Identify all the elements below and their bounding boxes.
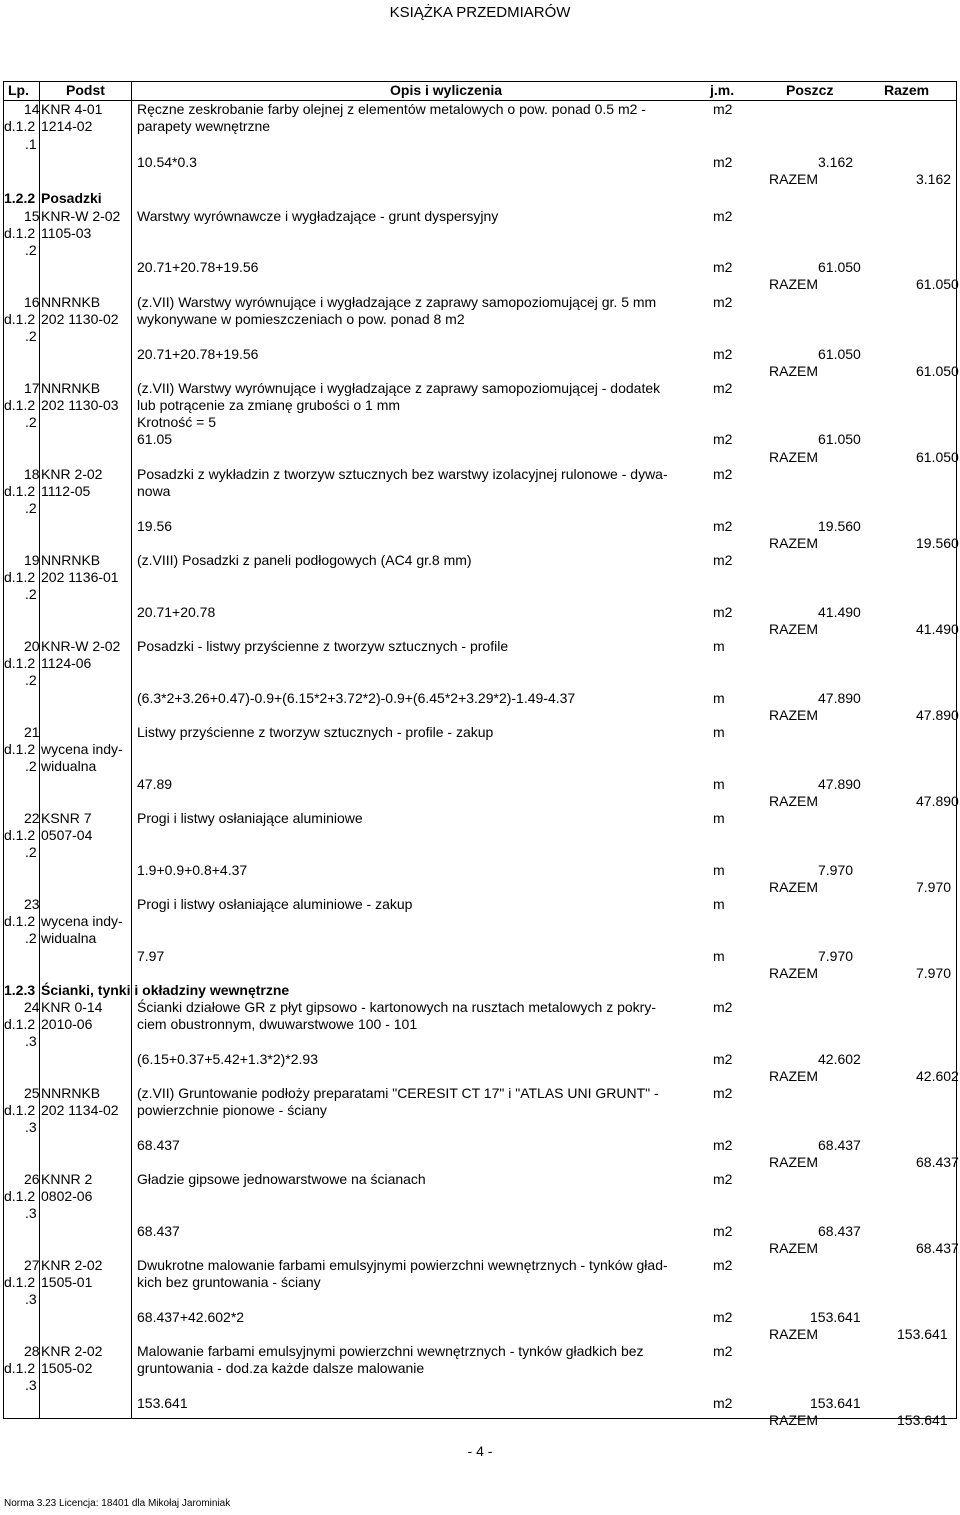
- table-cell: .2: [25, 500, 37, 516]
- table-cell: 47.890: [818, 776, 861, 792]
- table-cell: m: [713, 724, 725, 740]
- table-cell: .3: [25, 1291, 37, 1307]
- table-cell: widualna: [41, 930, 97, 946]
- table-cell: (6.15+0.37+5.42+1.3*2)*2.93: [137, 1051, 318, 1067]
- column-header-opis: Opis i wyliczenia: [390, 82, 503, 98]
- table-cell: .3: [25, 1205, 37, 1221]
- table-cell: 2010-06: [41, 1016, 93, 1032]
- table-cell: 1124-06: [41, 655, 92, 671]
- table-cell: RAZEM: [769, 793, 818, 809]
- table-cell: NNRNKB: [41, 294, 101, 310]
- table-cell: Progi i listwy osłaniające aluminiowe - zakup: [137, 896, 413, 912]
- column-header-razem: Razem: [884, 82, 930, 98]
- table-cell: 61.050: [916, 363, 959, 379]
- table-cell: 19.56: [137, 518, 173, 534]
- table-cell: 25: [24, 1085, 40, 1101]
- table-cell: 42.602: [916, 1068, 959, 1084]
- table-cell: RAZEM: [769, 276, 818, 292]
- table-cell: gruntowania - dod.za każde dalsze malowanie: [137, 1360, 425, 1376]
- table-cell: 153.641: [137, 1395, 188, 1411]
- table-cell: 61.050: [818, 259, 861, 275]
- table-cell: 17: [24, 380, 40, 396]
- table-cell: 153.641: [810, 1395, 861, 1411]
- table-cell: m2: [713, 154, 733, 170]
- table-cell: 61.05: [137, 431, 173, 447]
- table-cell: Krotność = 5: [137, 414, 216, 430]
- table-cell: m2: [713, 1257, 733, 1273]
- table-cell: nowa: [137, 483, 171, 499]
- table-cell: 3.162: [916, 171, 952, 187]
- table-cell: KSNR 7: [41, 810, 92, 826]
- table-cell: 19.560: [916, 535, 959, 551]
- table-cell: m2: [713, 1395, 733, 1411]
- table-cell: (z.VIII) Posadzki z paneli podłogowych (AC4 gr.8 mm): [137, 552, 472, 568]
- table-cell: (z.VII) Warstwy wyrównujące i wygładzające z zaprawy samopoziomującej - dodatek: [137, 380, 661, 396]
- table-cell: d.1.2: [4, 655, 36, 671]
- table-cell: 16: [24, 294, 40, 310]
- table-cell: 153.641: [810, 1309, 861, 1325]
- table-cell: 22: [24, 810, 40, 826]
- table-cell: widualna: [41, 758, 97, 774]
- table-cell: Gładzie gipsowe jednowarstwowe na ścianach: [137, 1171, 426, 1187]
- table-cell: KNR 2-02: [41, 466, 103, 482]
- column-header-lp: Lp.: [8, 82, 29, 98]
- table-cell: 61.050: [916, 449, 959, 465]
- table-cell: m: [713, 862, 725, 878]
- table-cell: .2: [25, 758, 37, 774]
- table-cell: 24: [24, 999, 40, 1015]
- table-cell: d.1.2: [4, 483, 36, 499]
- table-cell: Posadzki z wykładzin z tworzyw sztucznych bez warstwy izolacyjnej rulonowe - dywa-: [137, 466, 668, 482]
- table-cell: 7.970: [916, 879, 952, 895]
- table-cell: 1505-02: [41, 1360, 93, 1376]
- table-cell: 7.970: [818, 862, 854, 878]
- table-cell: m: [713, 896, 725, 912]
- table-cell: m2: [713, 208, 733, 224]
- table-cell: d.1.2: [4, 569, 36, 585]
- table-cell: 68.437: [818, 1137, 861, 1153]
- table-cell: d.1.2: [4, 118, 36, 134]
- table-cell: wycena indy-: [41, 741, 123, 757]
- table-cell: 3.162: [818, 154, 854, 170]
- table-cell: 68.437: [916, 1154, 959, 1170]
- table-cell: 20.71+20.78: [137, 604, 216, 620]
- table-cell: 68.437: [818, 1223, 861, 1239]
- table-cell: KNR-W 2-02: [41, 208, 121, 224]
- table-cell: m2: [713, 604, 733, 620]
- table-cell: KNR 2-02: [41, 1343, 103, 1359]
- table-cell: 19: [24, 552, 40, 568]
- table-cell: kich bez gruntowania - ściany: [137, 1274, 321, 1290]
- page-title: KSIĄŻKA PRZEDMIARÓW: [389, 4, 571, 21]
- column-header-jm: j.m.: [710, 82, 735, 98]
- table-cell: .2: [25, 414, 37, 430]
- table-cell: 27: [24, 1257, 40, 1273]
- table-cell: NNRNKB: [41, 1085, 101, 1101]
- table-cell: .3: [25, 1377, 37, 1393]
- table-cell: 202 1130-02: [41, 311, 119, 327]
- table-cell: 20.71+20.78+19.56: [137, 259, 259, 275]
- table-cell: RAZEM: [769, 1068, 818, 1084]
- table-cell: 1105-03: [41, 225, 92, 241]
- table-cell: 68.437: [916, 1240, 959, 1256]
- table-cell: RAZEM: [769, 1326, 818, 1342]
- table-cell: 47.890: [916, 793, 959, 809]
- table-cell: m2: [713, 1085, 733, 1101]
- table-cell: Progi i listwy osłaniające aluminiowe: [137, 810, 363, 826]
- table-cell: 47.89: [137, 776, 173, 792]
- table-cell: .2: [25, 844, 37, 860]
- table-cell: 202 1130-03: [41, 397, 119, 413]
- table-cell: 61.050: [916, 276, 959, 292]
- table-cell: d.1.2: [4, 1274, 36, 1290]
- table-cell: 7.970: [916, 965, 952, 981]
- table-cell: 1.2.3: [4, 982, 36, 998]
- table-cell: 0507-04: [41, 827, 93, 843]
- table-cell: m2: [713, 431, 733, 447]
- table-cell: m2: [713, 259, 733, 275]
- table-cell: 18: [24, 466, 40, 482]
- table-cell: d.1.2: [4, 1360, 36, 1376]
- table-cell: lub potrącenie za zmianę grubości o 1 mm: [137, 397, 401, 413]
- table-cell: m: [713, 776, 725, 792]
- table-cell: m: [713, 638, 725, 654]
- table-cell: RAZEM: [769, 449, 818, 465]
- table-cell: m2: [713, 552, 733, 568]
- table-cell: m2: [713, 1309, 733, 1325]
- table-cell: 1.9+0.9+0.8+4.37: [137, 862, 248, 878]
- table-cell: wykonywane w pomieszczeniach o pow. ponad 8 m2: [137, 311, 465, 327]
- table-cell: .3: [25, 1033, 37, 1049]
- table-cell: 42.602: [818, 1051, 861, 1067]
- table-cell: d.1.2: [4, 397, 36, 413]
- table-cell: 7.970: [818, 948, 854, 964]
- table-cell: 28: [24, 1343, 40, 1359]
- table-cell: 20: [24, 638, 40, 654]
- table-cell: d.1.2: [4, 741, 36, 757]
- table-cell: d.1.2: [4, 225, 36, 241]
- table-cell: 202 1134-02: [41, 1102, 119, 1118]
- table-cell: m: [713, 690, 725, 706]
- table-cell: 153.641: [897, 1412, 948, 1428]
- table-cell: Posadzki - listwy przyścienne z tworzyw sztucznych - profile: [137, 638, 509, 654]
- table-cell: 7.97: [137, 948, 165, 964]
- table-cell: Warstwy wyrównawcze i wygładzające - grunt dyspersyjny: [137, 208, 499, 224]
- table-cell: RAZEM: [769, 1240, 818, 1256]
- table-cell: .2: [25, 672, 37, 688]
- table-cell: RAZEM: [769, 621, 818, 637]
- table-cell: m2: [713, 1343, 733, 1359]
- table-cell: d.1.2: [4, 311, 36, 327]
- table-cell: m2: [713, 1137, 733, 1153]
- table-cell: .2: [25, 242, 37, 258]
- table-cell: m2: [713, 518, 733, 534]
- table-cell: RAZEM: [769, 535, 818, 551]
- column-header-podst: Podst: [66, 82, 105, 98]
- table-cell: KNR 0-14: [41, 999, 103, 1015]
- table-cell: RAZEM: [769, 879, 818, 895]
- table-cell: KNR 4-01: [41, 101, 103, 117]
- table-cell: 61.050: [818, 431, 861, 447]
- table-cell: ciem obustronnym, dwuwarstwowe 100 - 101: [137, 1016, 418, 1032]
- table-cell: .2: [25, 586, 37, 602]
- table-cell: 1.2.2: [4, 190, 36, 206]
- table-cell: 47.890: [916, 707, 959, 723]
- table-cell: RAZEM: [769, 707, 818, 723]
- table-cell: d.1.2: [4, 827, 36, 843]
- table-cell: d.1.2: [4, 1102, 36, 1118]
- table-cell: Dwukrotne malowanie farbami emulsyjnymi powierzchni wewnętrznych - tynków gład-: [137, 1257, 668, 1273]
- table-cell: Ręczne zeskrobanie farby olejnej z elementów metalowych o pow. ponad 0.5 m2 -: [137, 101, 646, 117]
- table-cell: 0802-06: [41, 1188, 93, 1204]
- table-cell: .1: [25, 136, 37, 152]
- table-cell: RAZEM: [769, 1412, 818, 1428]
- table-cell: 14: [24, 101, 40, 117]
- table-cell: m2: [713, 101, 733, 117]
- page-number: - 4 -: [467, 1443, 493, 1459]
- table-cell: 1112-05: [41, 483, 91, 499]
- table-cell: .2: [25, 930, 37, 946]
- table-cell: m: [713, 810, 725, 826]
- table-cell: NNRNKB: [41, 552, 101, 568]
- table-cell: 21: [24, 724, 40, 740]
- table-cell: m2: [713, 1171, 733, 1187]
- table-cell: KNR-W 2-02: [41, 638, 121, 654]
- table-cell: 153.641: [897, 1326, 948, 1342]
- table-cell: RAZEM: [769, 363, 818, 379]
- column-header-poszcz: Poszcz: [786, 82, 834, 98]
- table-cell: 1505-01: [41, 1274, 93, 1290]
- table-cell: Ścianki działowe GR z płyt gipsowo - kartonowych na rusztach metalowych z pokry-: [137, 999, 656, 1015]
- table-cell: Listwy przyścienne z tworzyw sztucznych - profile - zakup: [137, 724, 494, 740]
- table-cell: 26: [24, 1171, 40, 1187]
- table-cell: d.1.2: [4, 1016, 36, 1032]
- table-cell: 20.71+20.78+19.56: [137, 346, 259, 362]
- table-cell: 41.490: [818, 604, 861, 620]
- table-cell: 10.54*0.3: [137, 154, 197, 170]
- table-cell: 61.050: [818, 346, 861, 362]
- table-cell: 47.890: [818, 690, 861, 706]
- table-cell: 68.437: [137, 1223, 180, 1239]
- table-cell: KNNR 2: [41, 1171, 93, 1187]
- table-cell: 68.437: [137, 1137, 180, 1153]
- table-cell: m2: [713, 1223, 733, 1239]
- table-cell: RAZEM: [769, 171, 818, 187]
- table-cell: 19.560: [818, 518, 861, 534]
- table-cell: (6.3*2+3.26+0.47)-0.9+(6.15*2+3.72*2)-0.9+(6.45*2+3.29*2)-1.49-4.37: [137, 690, 576, 706]
- table-cell: m2: [713, 999, 733, 1015]
- table-cell: 68.437+42.602*2: [137, 1309, 245, 1325]
- table-cell: KNR 2-02: [41, 1257, 103, 1273]
- license-note: Norma 3.23 Licencja: 18401 dla Mikołaj Jarominiak: [4, 1498, 231, 1509]
- table-cell: m2: [713, 346, 733, 362]
- table-cell: wycena indy-: [41, 913, 123, 929]
- table-cell: m2: [713, 466, 733, 482]
- table-cell: d.1.2: [4, 913, 36, 929]
- table-cell: m: [713, 948, 725, 964]
- table-cell: RAZEM: [769, 965, 818, 981]
- table-cell: m2: [713, 380, 733, 396]
- table-cell: 1214-02: [41, 118, 93, 134]
- table-cell: RAZEM: [769, 1154, 818, 1170]
- table-cell: parapety wewnętrzne: [137, 118, 271, 134]
- table-cell: 202 1136-01: [41, 569, 119, 585]
- table-cell: m2: [713, 1051, 733, 1067]
- table-cell: Posadzki: [41, 190, 102, 206]
- table-cell: powierzchnie pionowe - ściany: [137, 1102, 327, 1118]
- table-cell: (z.VII) Warstwy wyrównujące i wygładzające z zaprawy samopoziomującej gr. 5 mm: [137, 294, 657, 310]
- table-cell: Ścianki, tynki i okładziny wewnętrzne: [41, 982, 290, 998]
- table-cell: NNRNKB: [41, 380, 101, 396]
- table-cell: d.1.2: [4, 1188, 36, 1204]
- table-cell: .3: [25, 1119, 37, 1135]
- table-cell: 23: [24, 896, 40, 912]
- table-cell: (z.VII) Gruntowanie podłoży preparatami "CERESIT CT 17" i "ATLAS UNI GRUNT" -: [137, 1085, 659, 1101]
- table-cell: m2: [713, 294, 733, 310]
- table-cell: Malowanie farbami emulsyjnymi powierzchni wewnętrznych - tynków gładkich bez: [137, 1343, 644, 1359]
- table-cell: 15: [24, 208, 40, 224]
- table-cell: .2: [25, 328, 37, 344]
- table-cell: 41.490: [916, 621, 959, 637]
